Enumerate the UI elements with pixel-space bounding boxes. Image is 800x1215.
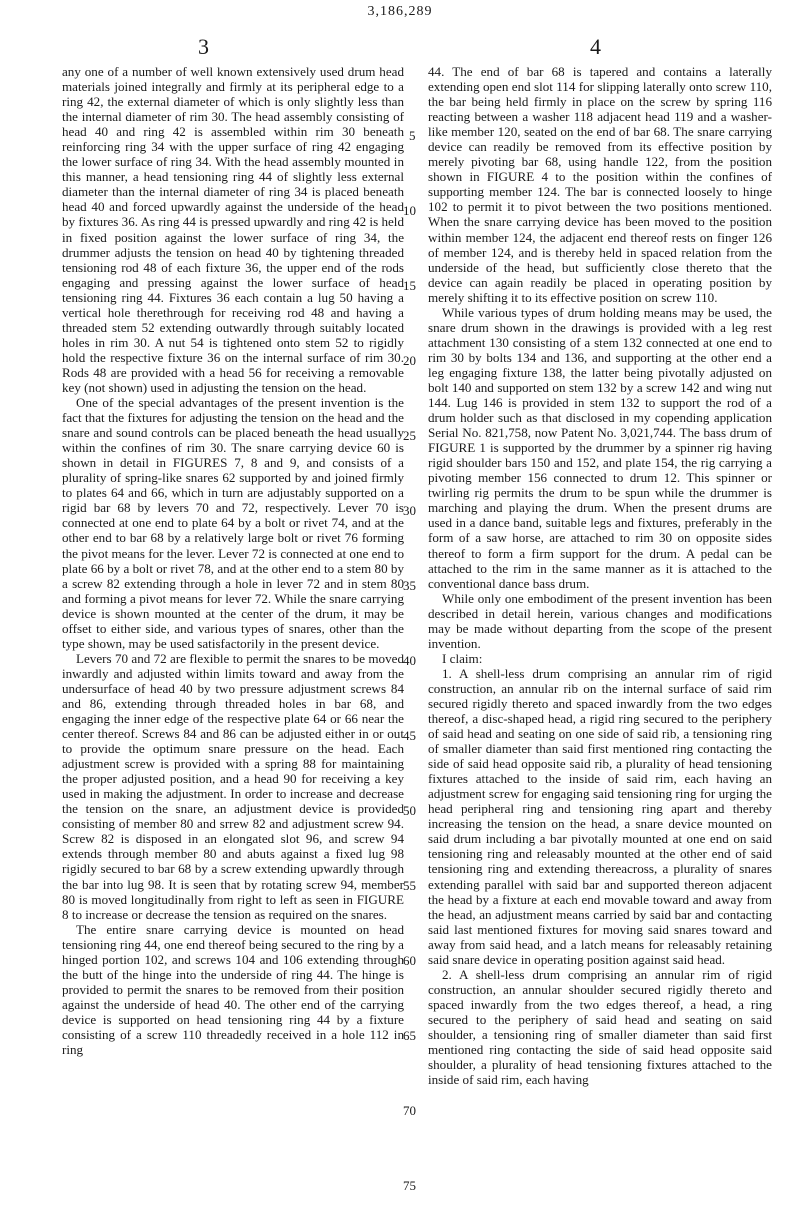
line-number: 30: [403, 503, 416, 518]
left-paragraph-3: Levers 70 and 72 are flexible to permit the snares to be moved inwardly and adjusted within limits toward and away from the undersurface of head 40 by two pressure adjustment screws 84 and 86, extending through threaded holes in bar 68, and engaging the inner edge of the respective plate 64 or 66 near the center thereof. Screws 84 and 86 can be adjusted either in or out to provide the optimum snare pressure on the head. Each adjustment screw is provided with a spring 88 for maintaining the proper adjusted position, and a head 90 for receiving a key used in making the adjustment. In order to increase and decrease the tension on the snare, an adjustment device is provided consisting of member 80 and srrew 82 and adjustment screw 94. Screw 82 is disposed in an elongated slot 96, and screw 94 extends through member 80 and abuts against a fixed lug 98 rigidly secured to bar 68 by a screw extending upwardly through the bar into lug 98. It is seen that by rotating screw 94, member 80 is moved longitudinally from right to left as seen in FIGURE 8 to increase or decrease the tension as required on the snares.: [62, 650, 404, 922]
claim-1: 1. A shell-less drum comprising an annular rim of rigid construction, an annular rib on the internal surface of said rim secured rigidly thereto and spaced inwardly from the two edges thereof, a disc-shaped head, a rigid ring secured to the periphery of said head and seating on one side of said rib, a tensioning ring of smaller diameter than said first mentioned ring contacting the side of said head opposite said rib, a plurality of head tensioning fixtures attached to the inside of said rim, each having an adjustment screw for engaging said tensioning ring for urging the head peripheral ring and tensioning ring apart and thereby increasing the tension on the head, a snare device mounted on said drum including a bar pivotally mounted at one end on said tensioning ring and releasably mounted at the other end of said tensioning ring and extending thereacross, a plurality of snares extending parallel with said bar and supported thereon adjacent the head by a fixture at each end movable toward and away from the head, an adjustment means carried by said bar and contacting said last mentioned fixtures for moving said snares toward and away from said head, and a latch means for releasably retaining said snare device in operating position against said head.: [428, 665, 772, 967]
line-number: 65: [403, 1028, 416, 1043]
patent-number: 3,186,289: [367, 4, 433, 19]
line-number: 15: [403, 278, 416, 293]
line-number: 10: [403, 203, 416, 218]
right-paragraph-1: 44. The end of bar 68 is tapered and contains a laterally extending open end slot 114 for slipping laterally onto screw 110, the bar being held firmly in place on the screw by spring 116 reacting between a washer 118 adjacent head 119 and a washer-like member 120, seated on the end of bar 68. The snare carrying device can readily be removed from its effective position by merely pivoting bar 68, using handle 122, from the position shown in FIGURE 4 to the position within the confines of supporting member 124. The bar is connected loosely to hinge 102 to permit it to pivot between the two positions mentioned. When the snare carrying device has been moved to the position within member 124, the adjacent end thereof rests on finger 126 of member 124, and is thereby held in spaced relation from the underside of the head, but sufficiently close thereto that the device can again readily be placed in operating position by merely shifting it to its effective position on screw 110.: [428, 64, 772, 305]
line-number: 60: [403, 953, 416, 968]
right-paragraph-2: While various types of drum holding means may be used, the snare drum shown in the drawings is provided with a leg rest attachment 130 consisting of a stem 132 connected at one end to rim 30 by bolts 134 and 136, and supporting at the other end a leg engaging fixture 138, the latter being pivotally adjusted on bolt 140 and supported on stem 132 by a screw 142 and wing nut 144. Lug 146 is provided in stem 132 to support the rod of a drum holder such as that disclosed in my copending application Serial No. 821,758, now Patent No. 3,021,744. The bass drum of FIGURE 1 is supported by the drummer by a spinner rig having rigid shoulder bars 150 and 152, and plate 154, the rig carrying a pivoting member 156 connected to drum 12. This spinner or twirling rig permits the drum to be spun while the drummer is marching and playing the drum. When the present drums are used in a dance band, suitable legs and fixtures, preferably in the form of a saw horse, are attached to rim 30 on opposite sides thereof to form a firm support for the drum. A pedal can be attached to the rim in the same manner as it is attached to the conventional dance bass drum.: [428, 304, 772, 591]
right-paragraph-3: While only one embodiment of the present invention has been described in detail herein, various changes and modifications may be made without departing from the scope of the present invention.: [428, 590, 772, 651]
line-number: 20: [403, 353, 416, 368]
line-number: 5: [409, 128, 416, 143]
line-number: 40: [403, 653, 416, 668]
left-paragraph-1: any one of a number of well known extensively used drum head materials joined integrally and firmly at its peripheral edge to a ring 42, the external diameter of which is only slightly less than the internal diameter of rim 30. The head assembly consisting of head 40 and ring 42 is assembled within rim 30 beneath reinforcing ring 34 with the upper surface of ring 42 engaging the lower surface of ring 34. With the head assembly mounted in this manner, a head tensioning ring 44 of slightly less external diameter than the internal diameter of ring 34 is placed beneath head 40 and forced upwardly against the underside of the head by fixtures 36. As ring 44 is pressed upwardly and ring 42 is held in fixed position against the lower surface of ring 34, the drummer adjusts the tension on head 40 by tightening threaded tensioning rod 48 of each fixture 36, the upper end of the rods engaging and pressing against the lower surface of head tensioning ring 44. Fixtures 36 each contain a lug 50 having a vertical hole therethrough for receiving rod 48 and having a threaded stem 52 extending outwardly through suitably located holes in rim 30. A nut 54 is tightened onto stem 52 to rigidly hold the respective fixture 36 on the internal surface of rim 30. Rods 48 are provided with a head 56 for receiving a removable key (not shown) used in adjusting the tension on the head.: [62, 64, 404, 395]
claim-2: 2. A shell-less drum comprising an annular rim of rigid construction, an annular shoulder secured rigidly thereto and spaced inwardly from the two edges thereof, a head, a ring secured to the periphery of said head and seating on said shoulder, a tensioning ring of smaller diameter than said first mentioned ring contacting the side of said head opposite said shoulder, a plurality of head tensioning fixtures attached to the inside of said rim, each having: [428, 966, 772, 1088]
right-column: [428, 64, 772, 1087]
line-number: 25: [403, 428, 416, 443]
left-paragraph-2: One of the special advantages of the present invention is the fact that the fixtures for adjusting the tension on the head and the snare and sound controls can be placed beneath the head usually within the confines of rim 30. The snare carrying device 60 is shown in detail in FIGURES 7, 8 and 9, and consists of a plurality of spring-like snares 62 supported by and joined firmly to plates 64 and 66, which in turn are adjustably supported on a rigid bar 68 by levers 70 and 72, respectively. Lever 70 is connected at one end to plate 64 by a bolt or rivet 74, and at the other end to bar 68 by a relatively large bolt or rivet 76 forming the pivot means for the lever. Lever 72 is connected at one end to plate 66 by a bolt or rivet 78, and at the other end to a stem 80 by a screw 82 extending through a hole in lever 72 and in stem 80 and forming a pivot means for lever 72. While the snare carrying device is shown mounted at the center of the drum, it may be offset to either side, and various types of snares, other than the type shown, may be used satisfactorily in the present device.: [62, 395, 404, 651]
right-column-number: 4: [590, 34, 601, 59]
left-column: [62, 64, 404, 1057]
claims-heading: I claim:: [442, 650, 483, 666]
line-number: 70: [403, 1103, 416, 1118]
line-number: 75: [403, 1178, 416, 1193]
line-number: 35: [403, 578, 416, 593]
left-paragraph-4: The entire snare carrying device is mounted on head tensioning ring 44, one end thereof being secured to the ring by a hinged portion 102, and screws 104 and 106 extending through the butt of the hinge into the underside of ring 44. The hinge is provided to permit the snares to be removed from their position against the underside of head 40. The other end of the carrying device is supported on head tensioning ring 44 by a fixture consisting of a screw 110 threadedly received in a hole 112 in ring: [62, 921, 404, 1058]
line-number: 55: [403, 878, 416, 893]
line-number: 50: [403, 803, 416, 818]
left-column-number: 3: [198, 34, 209, 59]
line-number: 45: [403, 728, 416, 743]
